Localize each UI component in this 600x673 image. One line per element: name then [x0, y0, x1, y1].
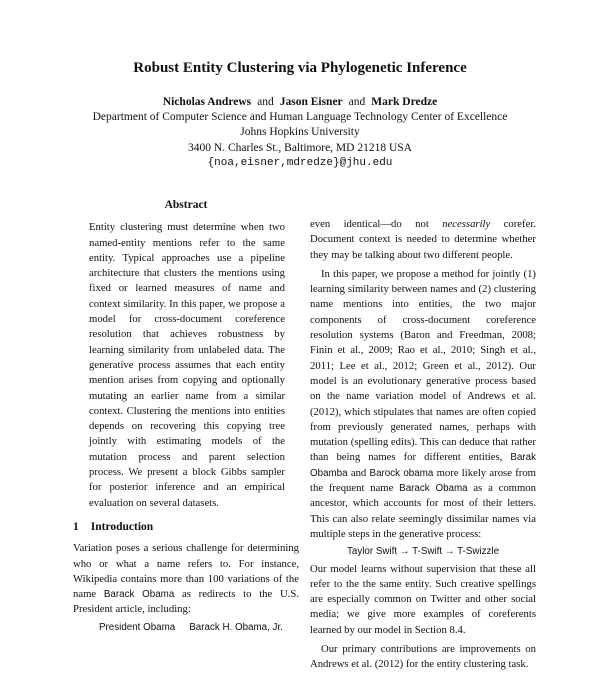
entity-name: Barack Obama [399, 483, 468, 495]
example-name: President Obama [99, 621, 176, 633]
left-column [73, 198, 299, 635]
university: Johns Hopkins University [240, 126, 360, 139]
entity-name: Barack Obama [103, 589, 175, 601]
author-names [0, 95, 600, 110]
right-column [310, 217, 536, 673]
entity-name: Barock obama [369, 467, 434, 479]
intro-paragraph: Variation poses a serious challenge for determining who or what a name refers to. For instance, Wikipedia contains more than 100 variations of the name Barack Obama as redirects to the U.S. President article, including: [73, 542, 299, 616]
name-chain-example: Taylor Swift → T-Swift → T-Swizzle [346, 546, 500, 558]
author-name: Jason Eisner [279, 96, 343, 108]
author-block [0, 95, 600, 171]
continued-paragraph: even identical—do not necessarily corefer. Document context is needed to determine whether they may be talking about two different people. [310, 218, 536, 261]
section-heading [73, 520, 299, 535]
author-conjunction: and [348, 96, 366, 108]
contributions-paragraph: Our primary contributions are improvements on Andrews et al. (2012) for the entity clustering task. [310, 643, 536, 671]
author-conjunction: and [257, 96, 274, 108]
address: 3400 N. Charles St., Baltimore, MD 21218 USA [188, 141, 412, 154]
example-name: Barack H. Obama, Jr. [189, 621, 283, 633]
name-variation-examples [73, 620, 299, 635]
abstract-heading: Abstract [164, 199, 208, 211]
author-name: Mark Dredze [371, 96, 438, 108]
section-number: 1 [73, 520, 79, 533]
affiliation: Department of Computer Science and Human Language Technology Center of Excellence [92, 111, 508, 124]
paper-title: Robust Entity Clustering via Phylogenetic Inference [133, 60, 467, 76]
section-title: Introduction [90, 520, 154, 533]
abstract-text: Entity clustering must determine when two named-entity mentions refer to the same entity. Typical approaches use a pipeline architecture that clusters the mentions using fixed or learned measures of name and context similarity. In this paper, we propose a model for cross-document coreference resolution that achieves robustness by learning similarity from unlabeled data. The generative process assumes that each entity mention arises from copying and optionally mutating an earlier name from a similar context. Clustering the mentions into entities depends on recovering this copying tree jointly with estimating models of the mutation process and parent selection process. We present a block Gibbs sampler for posterior inference and an empirical evaluation on several datasets. [89, 221, 285, 509]
entity-name: Barak Obamba [310, 452, 536, 479]
email: {noa,eisner,mdredze}@jhu.edu [207, 156, 393, 169]
emphasis: necessarily [442, 218, 491, 230]
author-name: Nicholas Andrews [162, 96, 252, 108]
method-paragraph: In this paper, we propose a method for jointly (1) learning similarity between names and (2) clustering name mentions into entities, the two major components of cross-document coreference resolution systems (Baron and Freedman, 2008; Finin et al., 2009; Rao et al., 2010; Singh et al., 2011; Lee et al., 2012; Green et al., 2012). Our model is an evolutionary generative process based on the name variation model of Andrews et al. (2012), which stipulates that names are often copied from previously generated names, perhaps with mutation (spelling edits). This can deduce that rather than being names for different entities, Barak Obamba and Barock obama more likely arose from the frequent name Barack Obama as a common ancestor, which accounts for most of their letters. This can also relate seemingly dissimilar names via multiple steps in the generative process: [310, 267, 536, 540]
supervision-paragraph: Our model learns without supervision that these all refer to the the same entity. Such creative spellings are especially common on Twitter and other social media; we give more examples of coreferents learned by our model in Section 8.4. [310, 562, 536, 636]
